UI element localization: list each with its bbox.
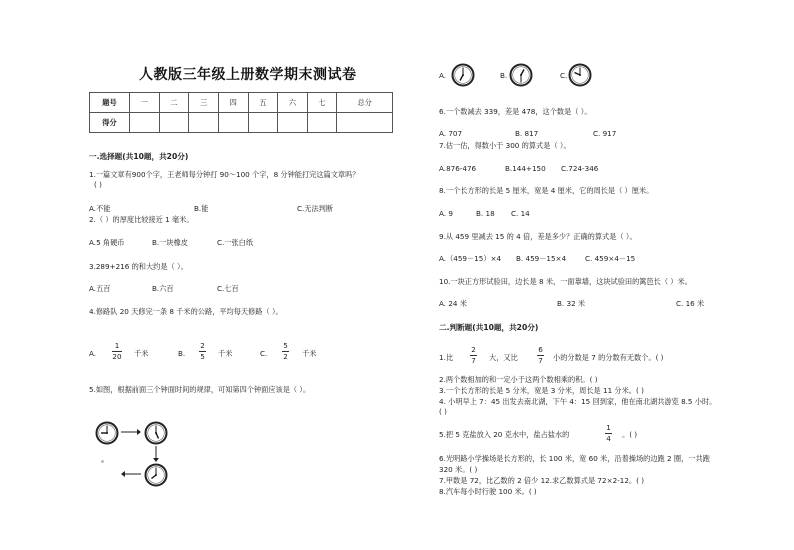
score-cell[interactable] [189, 113, 219, 133]
q8-option-b[interactable]: B. 18 [476, 209, 495, 218]
score-cell[interactable] [248, 113, 278, 133]
fraction-denominator: 5 [200, 352, 205, 361]
score-cell[interactable] [278, 113, 308, 133]
score-cell[interactable] [337, 113, 393, 133]
q1-option-b[interactable]: B.能 [194, 204, 209, 213]
section2-heading: 二.判断题(共10题，共20分) [439, 323, 539, 332]
q5-arrow-down [152, 446, 160, 462]
j5-fraction [605, 424, 612, 443]
j7-statement: 7.甲数是 72，比乙数的 2 倍少 12.求乙数算式是 72×2-12。( ) [439, 476, 644, 485]
clock-option-c-label[interactable]: C. [560, 71, 568, 80]
column-header: 三 [189, 93, 219, 113]
q5-fourth-clock-placeholder [101, 460, 104, 463]
q9-option-a[interactable]: A.（459－15）×4 [439, 254, 502, 263]
q5-stem: 5.如图，根据前面三个钟面时间的规律，可知第四个钟面应该是（ ）。 [89, 385, 311, 394]
q7-option-c[interactable]: C.724-346 [561, 164, 599, 173]
score-cell[interactable] [218, 113, 248, 133]
clock-option-b-label[interactable]: B. [500, 71, 508, 80]
clock-option-b-icon[interactable] [509, 63, 533, 87]
q4-option-b-fraction [199, 342, 206, 361]
column-header: 七 [307, 93, 337, 113]
q4-option-c-unit: 千米 [302, 349, 317, 358]
column-header: 四 [218, 93, 248, 113]
j1-text-mid: 大，又比 [489, 353, 518, 362]
fraction-numerator: 6 [538, 345, 543, 354]
score-label-cell: 得分 [90, 113, 130, 133]
q1-option-c[interactable]: C.无法判断 [297, 204, 334, 213]
j1-fraction-1 [470, 346, 477, 365]
q5-clock-2 [144, 421, 168, 445]
q10-option-a[interactable]: A. 24 米 [439, 299, 467, 308]
column-header: 一 [130, 93, 160, 113]
q8-option-c[interactable]: C. 14 [511, 209, 530, 218]
j5-text-post: 。( ) [622, 430, 638, 439]
q4-stem: 4.修路队 20 天修完一条 8 千米的公路，平均每天修路（ ）。 [89, 307, 283, 316]
score-table [89, 92, 393, 133]
j8-statement: 8.汽车每小时行驶 100 米。( ) [439, 487, 537, 496]
q4-option-a-unit: 千米 [134, 349, 149, 358]
fraction-numerator: 2 [200, 341, 205, 350]
q2-stem: 2.（ ）的厚度比较接近 1 毫米。 [89, 215, 194, 224]
q2-option-c[interactable]: C.一张白纸 [217, 238, 254, 247]
q8-option-a[interactable]: A. 9 [439, 209, 453, 218]
q5-clock-1 [95, 421, 119, 445]
j1-text-post: 小的分数是 7 的分数有无数个。( ) [553, 353, 664, 362]
q8-stem: 8.一个长方形的长是 5 厘米，宽是 4 厘米，它的周长是（ ）厘米。 [439, 186, 654, 195]
q4-option-b-unit: 千米 [218, 349, 233, 358]
j6-statement-line2: 320 米。( ) [439, 465, 478, 474]
q3-stem: 3.289+216 的和大约是（ ）。 [89, 262, 188, 271]
q3-option-b[interactable]: B.六百 [152, 284, 174, 293]
q1-answer-blank: ( ) [94, 180, 102, 189]
q4-option-b-label[interactable]: B. [178, 349, 186, 358]
column-header: 总分 [337, 93, 393, 113]
q2-option-b[interactable]: B.一块橡皮 [152, 238, 188, 247]
q10-stem: 10.一块正方形试验田，边长是 8 米，一面靠墙，这块试验田的篱笆长（ ）米。 [439, 277, 692, 286]
fraction-denominator: 4 [606, 434, 611, 443]
j1-fraction-2 [537, 346, 544, 365]
q10-option-b[interactable]: B. 32 米 [557, 299, 586, 308]
q9-stem: 9.从 459 里减去 15 的 4 倍，差是多少？正确的算式是（ ）。 [439, 232, 637, 241]
q5-clock-3 [144, 463, 168, 487]
q2-option-a[interactable]: A.5 角硬币 [89, 238, 125, 247]
j1-text-pre: 1.比 [439, 353, 454, 362]
column-header: 五 [248, 93, 278, 113]
q9-option-b[interactable]: B. 459－15×4 [516, 254, 567, 263]
column-header: 二 [159, 93, 189, 113]
q6-stem: 6.一个数减去 339，差是 478，这个数是（ ）。 [439, 107, 592, 116]
fraction-denominator: 7 [538, 356, 543, 365]
score-cell[interactable] [307, 113, 337, 133]
q4-option-c-label[interactable]: C. [260, 349, 268, 358]
q3-option-c[interactable]: C.七百 [217, 284, 239, 293]
column-header: 六 [278, 93, 308, 113]
q6-option-a[interactable]: A. 707 [439, 129, 463, 138]
q5-arrow-right [121, 428, 141, 436]
fraction-numerator: 2 [471, 345, 476, 354]
j4-statement-line1: 4. 小明早上 7：45 出发去南北湖，下午 4：15 回到家，他在南北湖共游览 8.5 小时。 [439, 397, 717, 406]
score-cell[interactable] [159, 113, 189, 133]
fraction-denominator: 7 [471, 356, 476, 365]
j5-text-pre: 5.把 5 克盐放入 20 克水中，盐占盐水的 [439, 430, 570, 439]
page-title: 人教版三年级上册数学期末测试卷 [139, 67, 357, 83]
section1-heading: 一.选择题(共10题，共20分) [89, 152, 189, 161]
fraction-denominator: 2 [283, 352, 288, 361]
q7-option-b[interactable]: B.144+150 [505, 164, 546, 173]
score-cell[interactable] [130, 113, 160, 133]
q7-stem: 7.估一估，得数小于 300 的算式是（ ）。 [439, 141, 571, 150]
j3-statement: 3.一个长方形的长是 5 分米，宽是 3 分米，周长是 11 分米。( ) [439, 386, 644, 395]
score-table-header-row [90, 93, 393, 113]
q7-option-a[interactable]: A.876-476 [439, 164, 477, 173]
j6-statement-line1: 6.光明路小学操场是长方形的，长 100 米，宽 60 米，沿着操场的边跑 2 圈，一共跑 [439, 454, 710, 463]
fraction-denominator: 20 [112, 352, 122, 361]
q3-option-a[interactable]: A.五百 [89, 284, 111, 293]
q4-option-c-fraction [282, 342, 289, 361]
clock-option-a-label[interactable]: A. [439, 71, 447, 80]
q9-option-c[interactable]: C. 459×4－15 [585, 254, 636, 263]
fraction-numerator: 1 [606, 423, 611, 432]
q1-stem: 1.一篇文章有900个字，王老师每分钟打 90～100 个字，8 分钟能打完这篇文章吗？ [89, 170, 360, 179]
q4-option-a-fraction [112, 342, 122, 361]
clock-option-c-icon[interactable] [568, 63, 592, 87]
q1-option-a[interactable]: A.不能 [89, 204, 111, 213]
q6-option-b[interactable]: B. 817 [515, 129, 539, 138]
fraction-numerator: 5 [283, 341, 288, 350]
q4-option-a-label[interactable]: A. [89, 349, 97, 358]
score-table-score-row [90, 113, 393, 133]
header-label-cell: 题号 [90, 93, 130, 113]
clock-option-a-icon[interactable] [451, 63, 475, 87]
fraction-numerator: 1 [114, 341, 120, 350]
q10-option-c[interactable]: C. 16 米 [676, 299, 705, 308]
j2-statement: 2.两个数相加的和一定小于这两个数相乘的积。( ) [439, 375, 598, 384]
q5-arrow-left [121, 470, 141, 478]
q6-option-c[interactable]: C. 917 [593, 129, 617, 138]
j4-statement-line2: ( ) [439, 407, 447, 416]
